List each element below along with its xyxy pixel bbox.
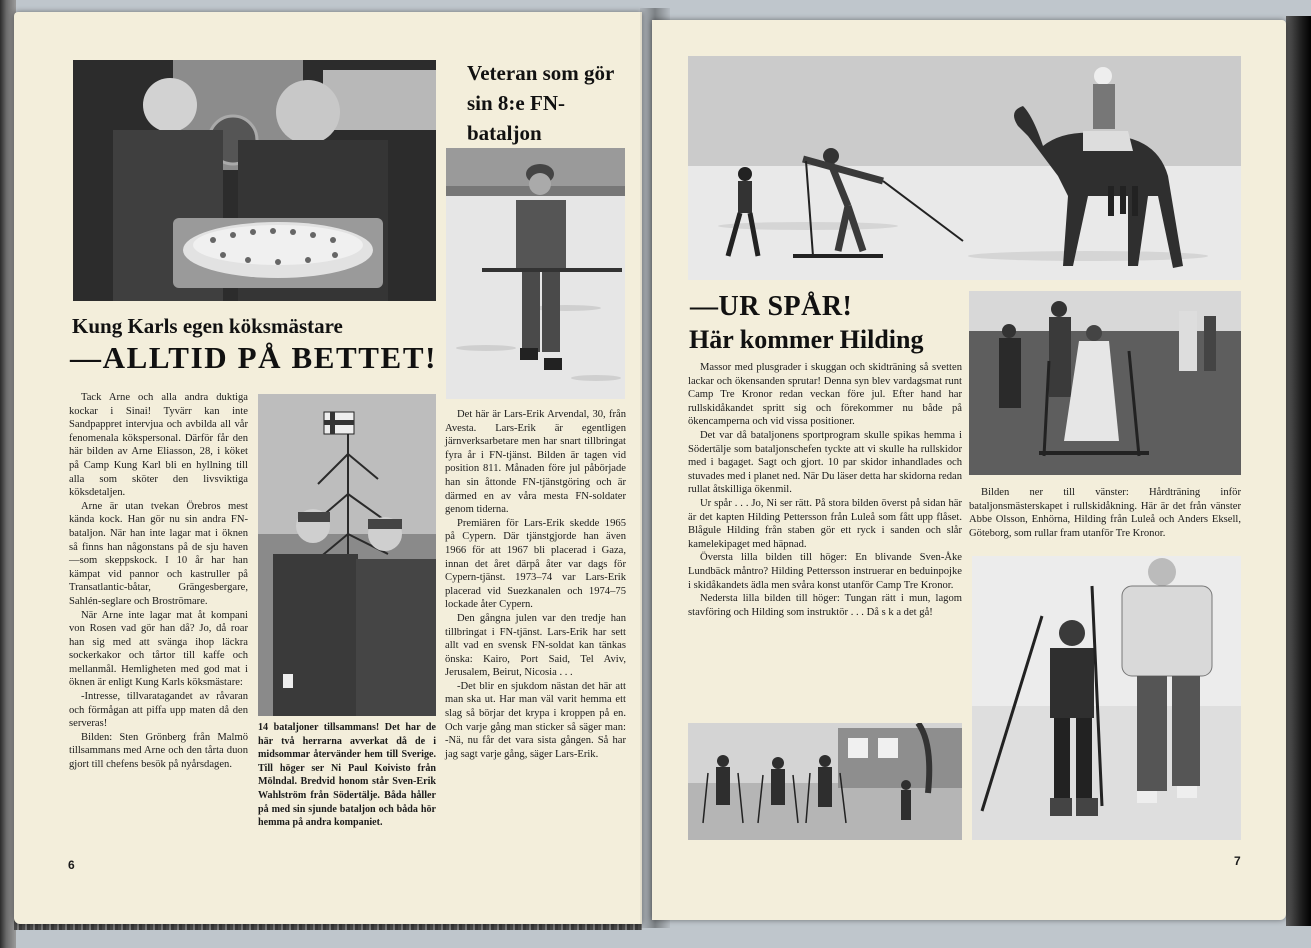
midsummer-caption: 14 bataljoner tillsammans! Det har de här två herrarna avverkat då de i midsommar återvänder hem till Sverige. Till höger ser Ni Paul Koivisto från Mölndal. Bredvid honom står Sven-Erik Wahlström från Södertälje. Båda håller på med sin sjunde bataljon och båda hör hemma på andra kompaniet. xyxy=(258,722,436,829)
hilding-article-paragraph: Nedersta lilla bilden till höger: Tungan rätt i mun, lagom stavföring och Hilding som instruktör . . . Då s k a det gå! xyxy=(688,593,962,618)
book-cover-right-edge xyxy=(1286,16,1311,926)
photo-skier-and-camel xyxy=(688,56,1241,280)
veteran-article xyxy=(445,408,626,761)
cook-article-paragraph: Arne är utan tvekan Örebros mest kända kock. Han gör nu sin andra FN-bataljon. När han inte lagar mat i öknen så finns han någonstans på de sju haven—som skeppskock. I 10 år har han kämpat vid pannor och kastruller på Transatlantic-båtar, Grängesbergare, Sahlén-seglare och Broströmare. xyxy=(69,500,248,607)
photo-two-soldiers-flag xyxy=(258,394,436,716)
veteran-headline: Veteran som gör sin 8:e FN-bataljon xyxy=(467,61,614,145)
page-number-left: 6 xyxy=(68,858,75,872)
hilding-article-paragraph: Översta lilla bilden till höger: En blivande Sven-Åke Lundbäck måntro? Hilding Pettersson instruerar en beduinpojke i skidåkandets ädla men svåra konst utanför Camp Tre Kronor. xyxy=(688,552,962,591)
cook-headline-kicker: Kung Karls egen köksmästare xyxy=(72,314,343,338)
cook-article-paragraph: Bilden: Sten Grönberg från Malmö tillsammans med Arne och den tårta duon gjort till chefens besök på nyårsdagen. xyxy=(69,731,248,771)
left-page xyxy=(14,12,642,924)
hilding-article-continued xyxy=(969,486,1241,540)
right-page xyxy=(652,20,1286,920)
cook-article-paragraph: När Arne inte lagar mat åt kompani von Rosen vad gör han då? Jo, då roar han sig med att svänga ihop läckra sockerkakor och tårtor till kaffe och mellanmål. Hemligheten med god mat i öknen är enligt Kung Karls köksmästare: xyxy=(69,609,248,689)
photo-veteran-soldier-desert xyxy=(446,148,625,399)
cook-article-paragraph: Tack Arne och alla andra duktiga kockar i Sinai! Tyvärr kan inte Sandpappret intervjua och avbilda all vår fenomenala kökspersonal. Därför får den här bilden av Arne Eliasson, 28, i köket på Camp Kung Karl bli en hyllning till alla som sköter den livsviktiga köksdetaljen. xyxy=(69,392,248,499)
cook-article-paragraph: -Intresse, tillvaratagandet av råvaran och förmågan att piffa upp maten då den serveras! xyxy=(69,691,248,730)
veteran-article-paragraph: Den gångna julen var den tredje han tillbringat i FN-tjänst. Lars-Erik har sett allt vad en svensk FN-soldat kan tänkas önska: Kairo, Port Said, Tel Aviv, Jerusalem, Beirut, Nicosia . . . xyxy=(445,612,626,679)
hilding-article-paragraph: Massor med plusgrader i skuggan och skidträning så svetten lackar och ökensanden sprutar! Denna syn blev vardagsmat runt Camp Tre Kronor redan veckan före jul. Efter hand har rullskidåkandet spritt sig och förekommer nu både på ökencamperna och vid vissa positioner. xyxy=(688,362,962,428)
photo-cooks-with-cake xyxy=(73,60,436,301)
veteran-article-paragraph: Det här är Lars-Erik Arvendal, 30, från Avesta. Lars-Erik är egentligen järnverksarbetare men har snart tillbringat fyra år i FN-tjänst. Bilden är tagen vid position 811. Månaden före jul påbörjade han sin åttonde FN-tjänstgöring och är därmed en av våra mesta FN-soldater genom tiderna. xyxy=(445,409,626,516)
veteran-article-paragraph: -Det blir en sjukdom nästan det här att man ska ut. Har man väl varit hemma ett slag så börjar det krypa i kroppen på en. Och varje gång man sticker så säger man: -Nä, nu får det vara sista gången. Så har jag sagt varje gång, säger Lars-Erik. xyxy=(445,680,626,760)
photo-roller-ski-training xyxy=(688,723,962,840)
hilding-article-paragraph: Det var då bataljonens sportprogram skulle spikas hemma i Södertälje som bataljonschefen tyckte att vi skulle ha rullskidor med i bagaget. Sagt och gjort. 10 par skidor inhandlades och stuvades med i planet ned. När Du läser detta har skidorna redan rullat åtskilliga ökenmil. xyxy=(688,429,962,496)
photo-bedouin-boy-skiing xyxy=(969,291,1241,475)
hilding-article-paragraph: Bilden ner till vänster: Hårdträning inför bataljonsmästerskapet i rullskidåkning. Här är det från vänster Abbe Olsson, Enhörna, Hilding från Luleå och Anders Eksell, Göteborg, som rullar fram utanför Tre Kronor. xyxy=(969,487,1241,539)
cook-article xyxy=(69,391,248,772)
hilding-headline-line1: —UR SPÅR! xyxy=(690,291,853,322)
veteran-article-paragraph: Premiären för Lars-Erik skedde 1965 på Cypern. Där tjänstgjorde han även 1966 för att 1967 bli placerad i Gaza, innan det året därpå åter var dags för Cypern-tjänst. 1973–74 var Lars-Erik placerad vid Suezkanalen och 1974–75 lockade åter Cypern. xyxy=(445,517,626,611)
page-number-right: 7 xyxy=(1234,854,1241,868)
cook-headline-main: —ALLTID PÅ BETTET! xyxy=(70,340,438,375)
hilding-article-paragraph: Ur spår . . . Jo, Ni ser rätt. På stora bilden överst på sidan här är det kapten Hilding Pettersson från Luleå som fått upp flåset. Blågule Hilding från staben gör ett ryck i sanden och slår kamelekipaget med häpnad. xyxy=(688,497,962,550)
hilding-headline-line2: Här kommer Hilding xyxy=(689,325,924,354)
photo-hilding-instructs-boy xyxy=(972,556,1241,840)
hilding-article xyxy=(688,361,962,619)
